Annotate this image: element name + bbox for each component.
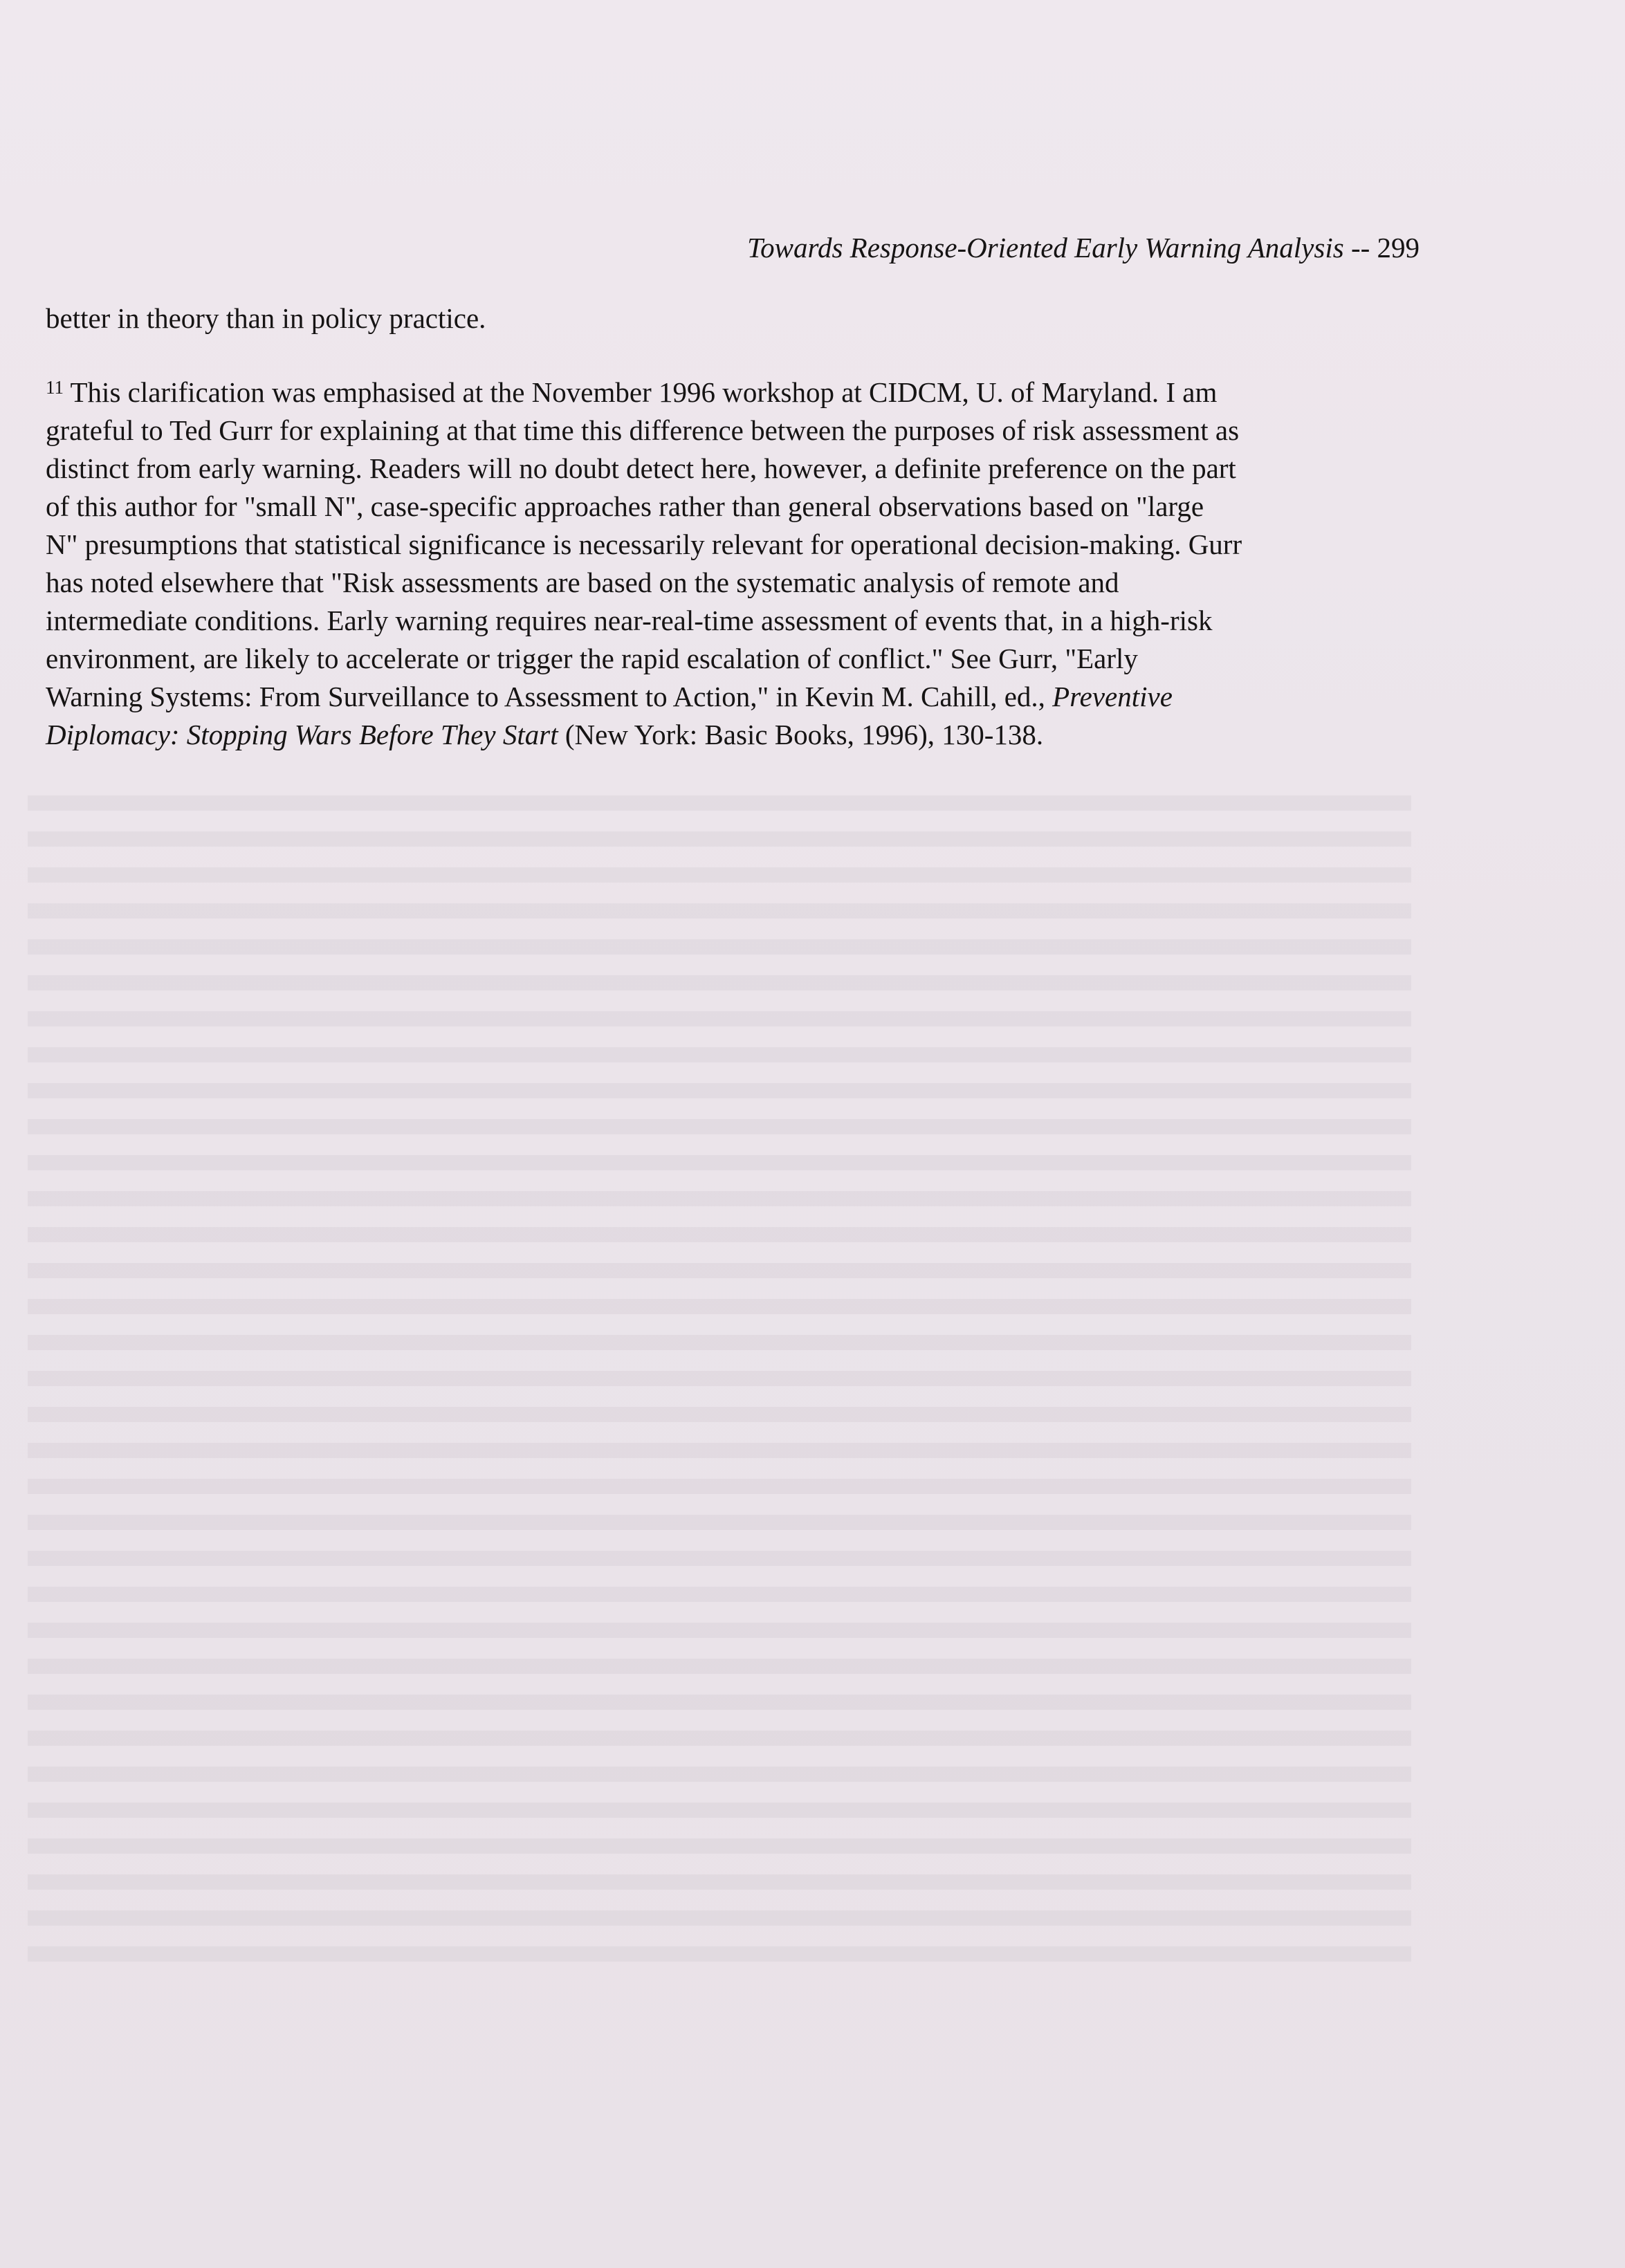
footnote-line-2: grateful to Ted Gurr for explaining at that time this difference between the purposes of risk assessment as	[46, 414, 1240, 446]
footnote-line-3: distinct from early warning. Readers will no doubt detect here, however, a definite preference on the part	[46, 452, 1236, 484]
footnote-line-1: $^{11}$ This clarification was emphasised at the November 1996 workshop at CIDCM, U. of Maryland. I am	[46, 376, 1218, 408]
book-title-part-1: Preventive	[1052, 681, 1173, 712]
bleed-through-texture	[28, 795, 1411, 1971]
running-header	[623, 228, 1420, 267]
footnote-11	[46, 374, 1422, 754]
footnote-line-5: N" presumptions that statistical significance is necessarily relevant for operational decision-making. Gurr	[46, 528, 1242, 560]
footnote-line-9: Warning Systems: From Surveillance to Assessment to Action," in Kevin M. Cahill, ed., Preventive	[46, 681, 1173, 712]
footnote-line-6: has noted elsewhere that "Risk assessments are based on the systematic analysis of remote and	[46, 566, 1119, 598]
footnote-line-8: environment, are likely to accelerate or trigger the rapid escalation of conflict." See Gurr, "Early	[46, 643, 1138, 674]
footnote-marker: 11	[46, 377, 64, 398]
footnote-line-4: of this author for "small N", case-specific approaches rather than general observations based on "large	[46, 490, 1204, 522]
book-title-part-2: Diplomacy: Stopping Wars Before They Start	[46, 719, 558, 750]
body-continuation: better in theory than in policy practice.	[46, 302, 486, 334]
header-separator: --	[1343, 232, 1377, 264]
footnote-line-10: Diplomacy: Stopping Wars Before They Start (New York: Basic Books, 1996), 130-138.	[46, 719, 1044, 750]
footnote-line-7: intermediate conditions. Early warning requires near-real-time assessment of events that, in a high-risk	[46, 605, 1213, 636]
page-number: 299	[1377, 232, 1420, 264]
running-title: Towards Response-Oriented Early Warning Analysis	[747, 232, 1344, 264]
